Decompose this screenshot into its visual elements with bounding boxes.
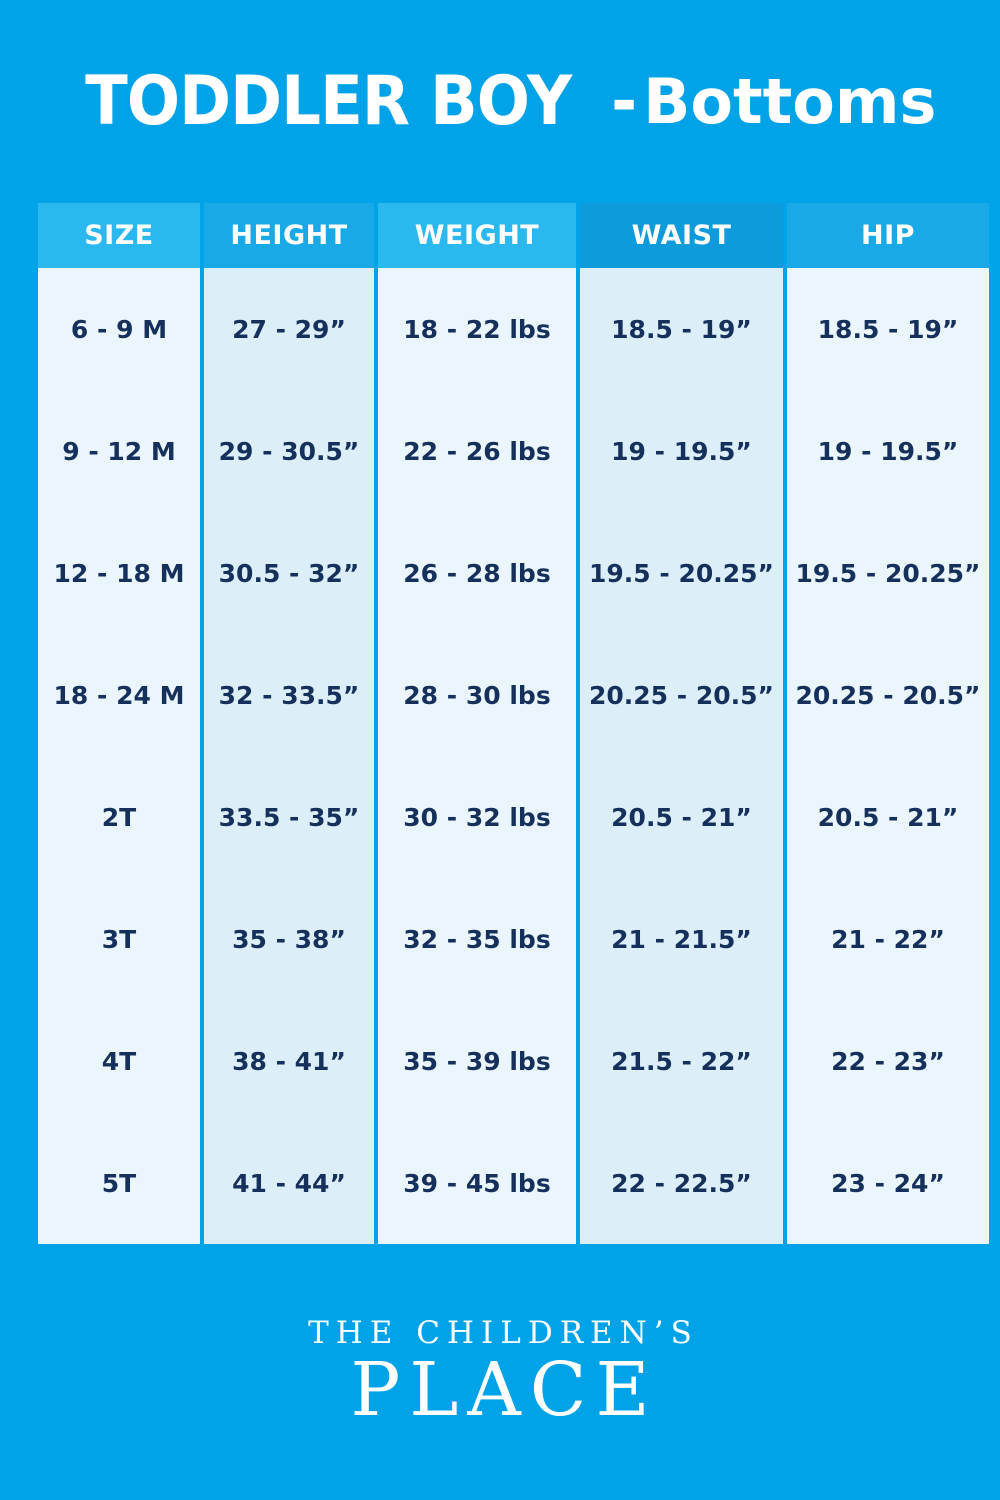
cell-height: 30.5 - 32” [202,512,376,634]
cell-hip: 20.5 - 21” [785,756,989,878]
cell-height: 32 - 33.5” [202,634,376,756]
table-row [38,390,989,512]
table-row [38,878,989,1000]
cell-waist: 18.5 - 19” [578,268,785,390]
cell-waist: 21.5 - 22” [578,1000,785,1122]
table-row [38,634,989,756]
cell-hip: 18.5 - 19” [785,268,989,390]
size-table-body [38,268,989,1244]
cell-height: 38 - 41” [202,1000,376,1122]
cell-size: 4T [38,1000,202,1122]
page-title-light: Bottoms [643,65,937,138]
size-table-head [38,203,989,268]
table-header-row [38,203,989,268]
cell-hip: 22 - 23” [785,1000,989,1122]
brand-logo-line1: THE CHILDREN’S [308,1315,699,1351]
page-title [0,62,1000,141]
column-header-height: HEIGHT [202,203,376,268]
brand-logo [0,1315,1000,1434]
cell-weight: 26 - 28 lbs [376,512,578,634]
cell-size: 3T [38,878,202,1000]
cell-size: 18 - 24 M [38,634,202,756]
size-table [38,203,989,1244]
cell-weight: 35 - 39 lbs [376,1000,578,1122]
column-header-weight: WEIGHT [376,203,578,268]
cell-height: 27 - 29” [202,268,376,390]
cell-hip: 19.5 - 20.25” [785,512,989,634]
cell-weight: 18 - 22 lbs [376,268,578,390]
table-row [38,268,989,390]
cell-hip: 21 - 22” [785,878,989,1000]
cell-height: 33.5 - 35” [202,756,376,878]
page-title-separator: - [611,62,637,141]
cell-height: 41 - 44” [202,1122,376,1244]
cell-size: 2T [38,756,202,878]
column-header-waist: WAIST [578,203,785,268]
cell-waist: 19.5 - 20.25” [578,512,785,634]
column-header-size: SIZE [38,203,202,268]
table-row [38,1000,989,1122]
cell-size: 9 - 12 M [38,390,202,512]
cell-waist: 22 - 22.5” [578,1122,785,1244]
table-row [38,512,989,634]
cell-height: 35 - 38” [202,878,376,1000]
cell-size: 12 - 18 M [38,512,202,634]
column-header-hip: HIP [785,203,989,268]
cell-weight: 28 - 30 lbs [376,634,578,756]
cell-hip: 19 - 19.5” [785,390,989,512]
page-title-bold: TODDLER BOY [84,62,571,141]
cell-weight: 32 - 35 lbs [376,878,578,1000]
cell-size: 6 - 9 M [38,268,202,390]
table-row [38,1122,989,1244]
cell-waist: 20.5 - 21” [578,756,785,878]
cell-hip: 23 - 24” [785,1122,989,1244]
cell-weight: 30 - 32 lbs [376,756,578,878]
brand-logo-line2: PLACE [350,1347,659,1434]
cell-height: 29 - 30.5” [202,390,376,512]
cell-waist: 19 - 19.5” [578,390,785,512]
table-row [38,756,989,878]
size-table-container [38,203,981,1281]
cell-weight: 39 - 45 lbs [376,1122,578,1244]
cell-weight: 22 - 26 lbs [376,390,578,512]
cell-waist: 20.25 - 20.5” [578,634,785,756]
cell-size: 5T [38,1122,202,1244]
cell-hip: 20.25 - 20.5” [785,634,989,756]
cell-waist: 21 - 21.5” [578,878,785,1000]
